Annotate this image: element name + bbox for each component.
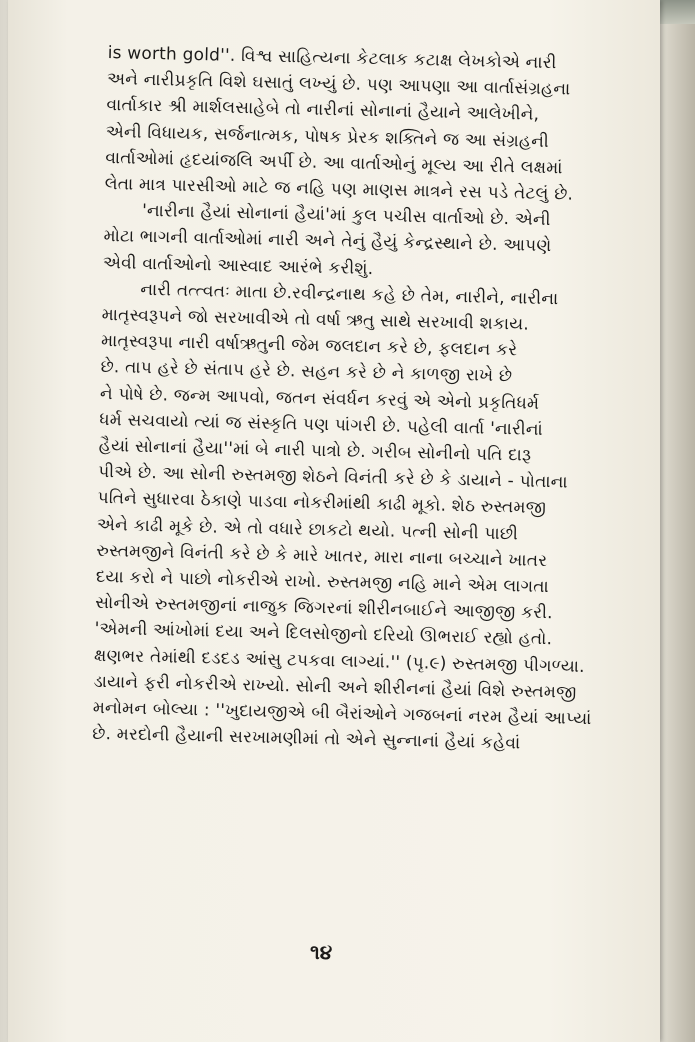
- text-line: સોનીએ રુસ્તમજીનાં નાજુક જિગરનાં શીરીનબાઈને આજીજી કરી.: [94, 593, 553, 624]
- body-text: [92, 40, 648, 760]
- text-line: પતિને સુધારવા ઠેકાણે પાડવા નોકરીમાંથી કાઢી મૂકો. શેઠ રુસ્તમજી: [97, 488, 547, 519]
- text-line: 'એમની આંખોમાં દયા અને દિલસોજીનો દરિયો ઊભરાઈ રહ્યો હતો.: [94, 619, 553, 650]
- text-line: વાર્તાકાર શ્રી માર્શલસાહેબે તો નારીનાં સોનાનાં હૈયાને આલેખીને,: [106, 95, 540, 126]
- text-line: રુસ્તમજીને વિનંતી કરે છે કે મારે ખાતર, મારા નાના બચ્ચાને ખાતર: [96, 540, 548, 571]
- text-line: 'નારીના હૈયાં સોનાનાં હૈયાં'માં કુલ પચીસ વાર્તાઓ છે. એની: [141, 201, 551, 231]
- text-line: ડાયાને ફરી નોકરીએ રાખ્યો. સોની અને શીરીનનાં હૈયાં વિશે રુસ્તમજી: [93, 671, 577, 703]
- text-line: માતૃસ્વરૂપા નારી વર્ષાઋતુની જેમ જલદાન કરે છે, ફલદાન કરે: [100, 331, 518, 361]
- text-line: દયા કરો ને પાછો નોકરીએ રાખો. રુસ્તમજી નહિ માને એમ લાગતા: [95, 566, 550, 598]
- page-number: ૧૪: [309, 939, 333, 965]
- adjacent-page-edge: [667, 0, 695, 1042]
- page-sheet: [8, 0, 660, 1042]
- text-line: છે. મરદોની હૈયાની સરખામણીમાં તો એને સુન્નાનાં હૈયાં કહેવાં: [92, 724, 521, 754]
- text-line: એવી વાર્તાઓનો આસ્વાદ આરંભે કરીશું.: [102, 252, 374, 279]
- text-line: ને પોષે છે. જન્મ આપવો, જતન સંવર્ધન કરવું એ એનો પ્રકૃતિધર્મ: [99, 383, 540, 414]
- text-line: માતૃસ્વરૂપને જો સરખાવીએ તો વર્ષા ઋતુ સાથે સરખાવી શકાય.: [101, 304, 530, 335]
- text-line: મોટા ભાગની વાર્તાઓમાં નારી અને તેનું હૈયું કેન્દ્રસ્થાને છે. આપણે: [103, 226, 552, 257]
- text-line: એની વિધાયક, સર્જનાત્મક, પોષક પ્રેરક શક્તિને જ આ સંગ્રહની: [105, 121, 550, 152]
- text-line: છે. તાપ હરે છે સંતાપ હરે છે. સહન કરે છે ને કાળજી રાખે છે: [100, 357, 513, 387]
- text-line: હૈયાં સોનાનાં હૈયા''માં બે નારી પાત્રો છે. ગરીબ સોનીનો પતિ દારૂ: [98, 435, 532, 466]
- text-line: is worth gold''. વિશ્વ સાહિત્યના કેટલાક કટાક્ષ લેખકોએ નારી: [107, 42, 557, 74]
- text-line: લેતા માત્ર પારસીઓ માટે જ નહિ પણ માણસ માત્રને રસ પડે તેટલું છે.: [104, 173, 574, 205]
- text-line: એને કાઢી મૂકે છે. એ તો વધારે છાકટો થયો. પત્ની સોની પાછી: [96, 514, 519, 545]
- text-line: ધર્મ સચવાયો ત્યાં જ સંસ્કૃતિ પણ પાંગરી છે. પહેલી વાર્તા 'નારીનાં: [99, 409, 544, 440]
- text-line: અને નારીપ્રકૃતિ વિશે ઘસાતું લખ્યું છે. પણ આપણા આ વાર્તાસંગ્રહના: [106, 69, 571, 100]
- text-line: પીએ છે. આ સોની રુસ્તમજી શેઠને વિનંતી કરે છે કે ડાયાને - પોતાના: [97, 462, 568, 493]
- text-line: મનોમન બોલ્યા : ''ખુદાયજીએ બી બૈરાંઓને ગજબનાં નરમ હૈયાં આપ્યાં: [92, 697, 592, 730]
- text-line: નારી તત્ત્વતઃ માતા છે.રવીન્દ્રનાથ કહે છે તેમ, નારીને, નારીના: [140, 279, 559, 310]
- text-line: વાર્તાઓમાં હૃદયાંજલિ અર્પી છે. આ વાર્તાઓનું મૂલ્ય આ રીતે લક્ષમાં: [105, 147, 563, 179]
- text-line: ક્ષણભર તેમાંથી દડદડ આંસુ ટપકવા લાગ્યાં.'' (પૃ.૯) રુસ્તમજી પીગળ્યા.: [93, 645, 585, 677]
